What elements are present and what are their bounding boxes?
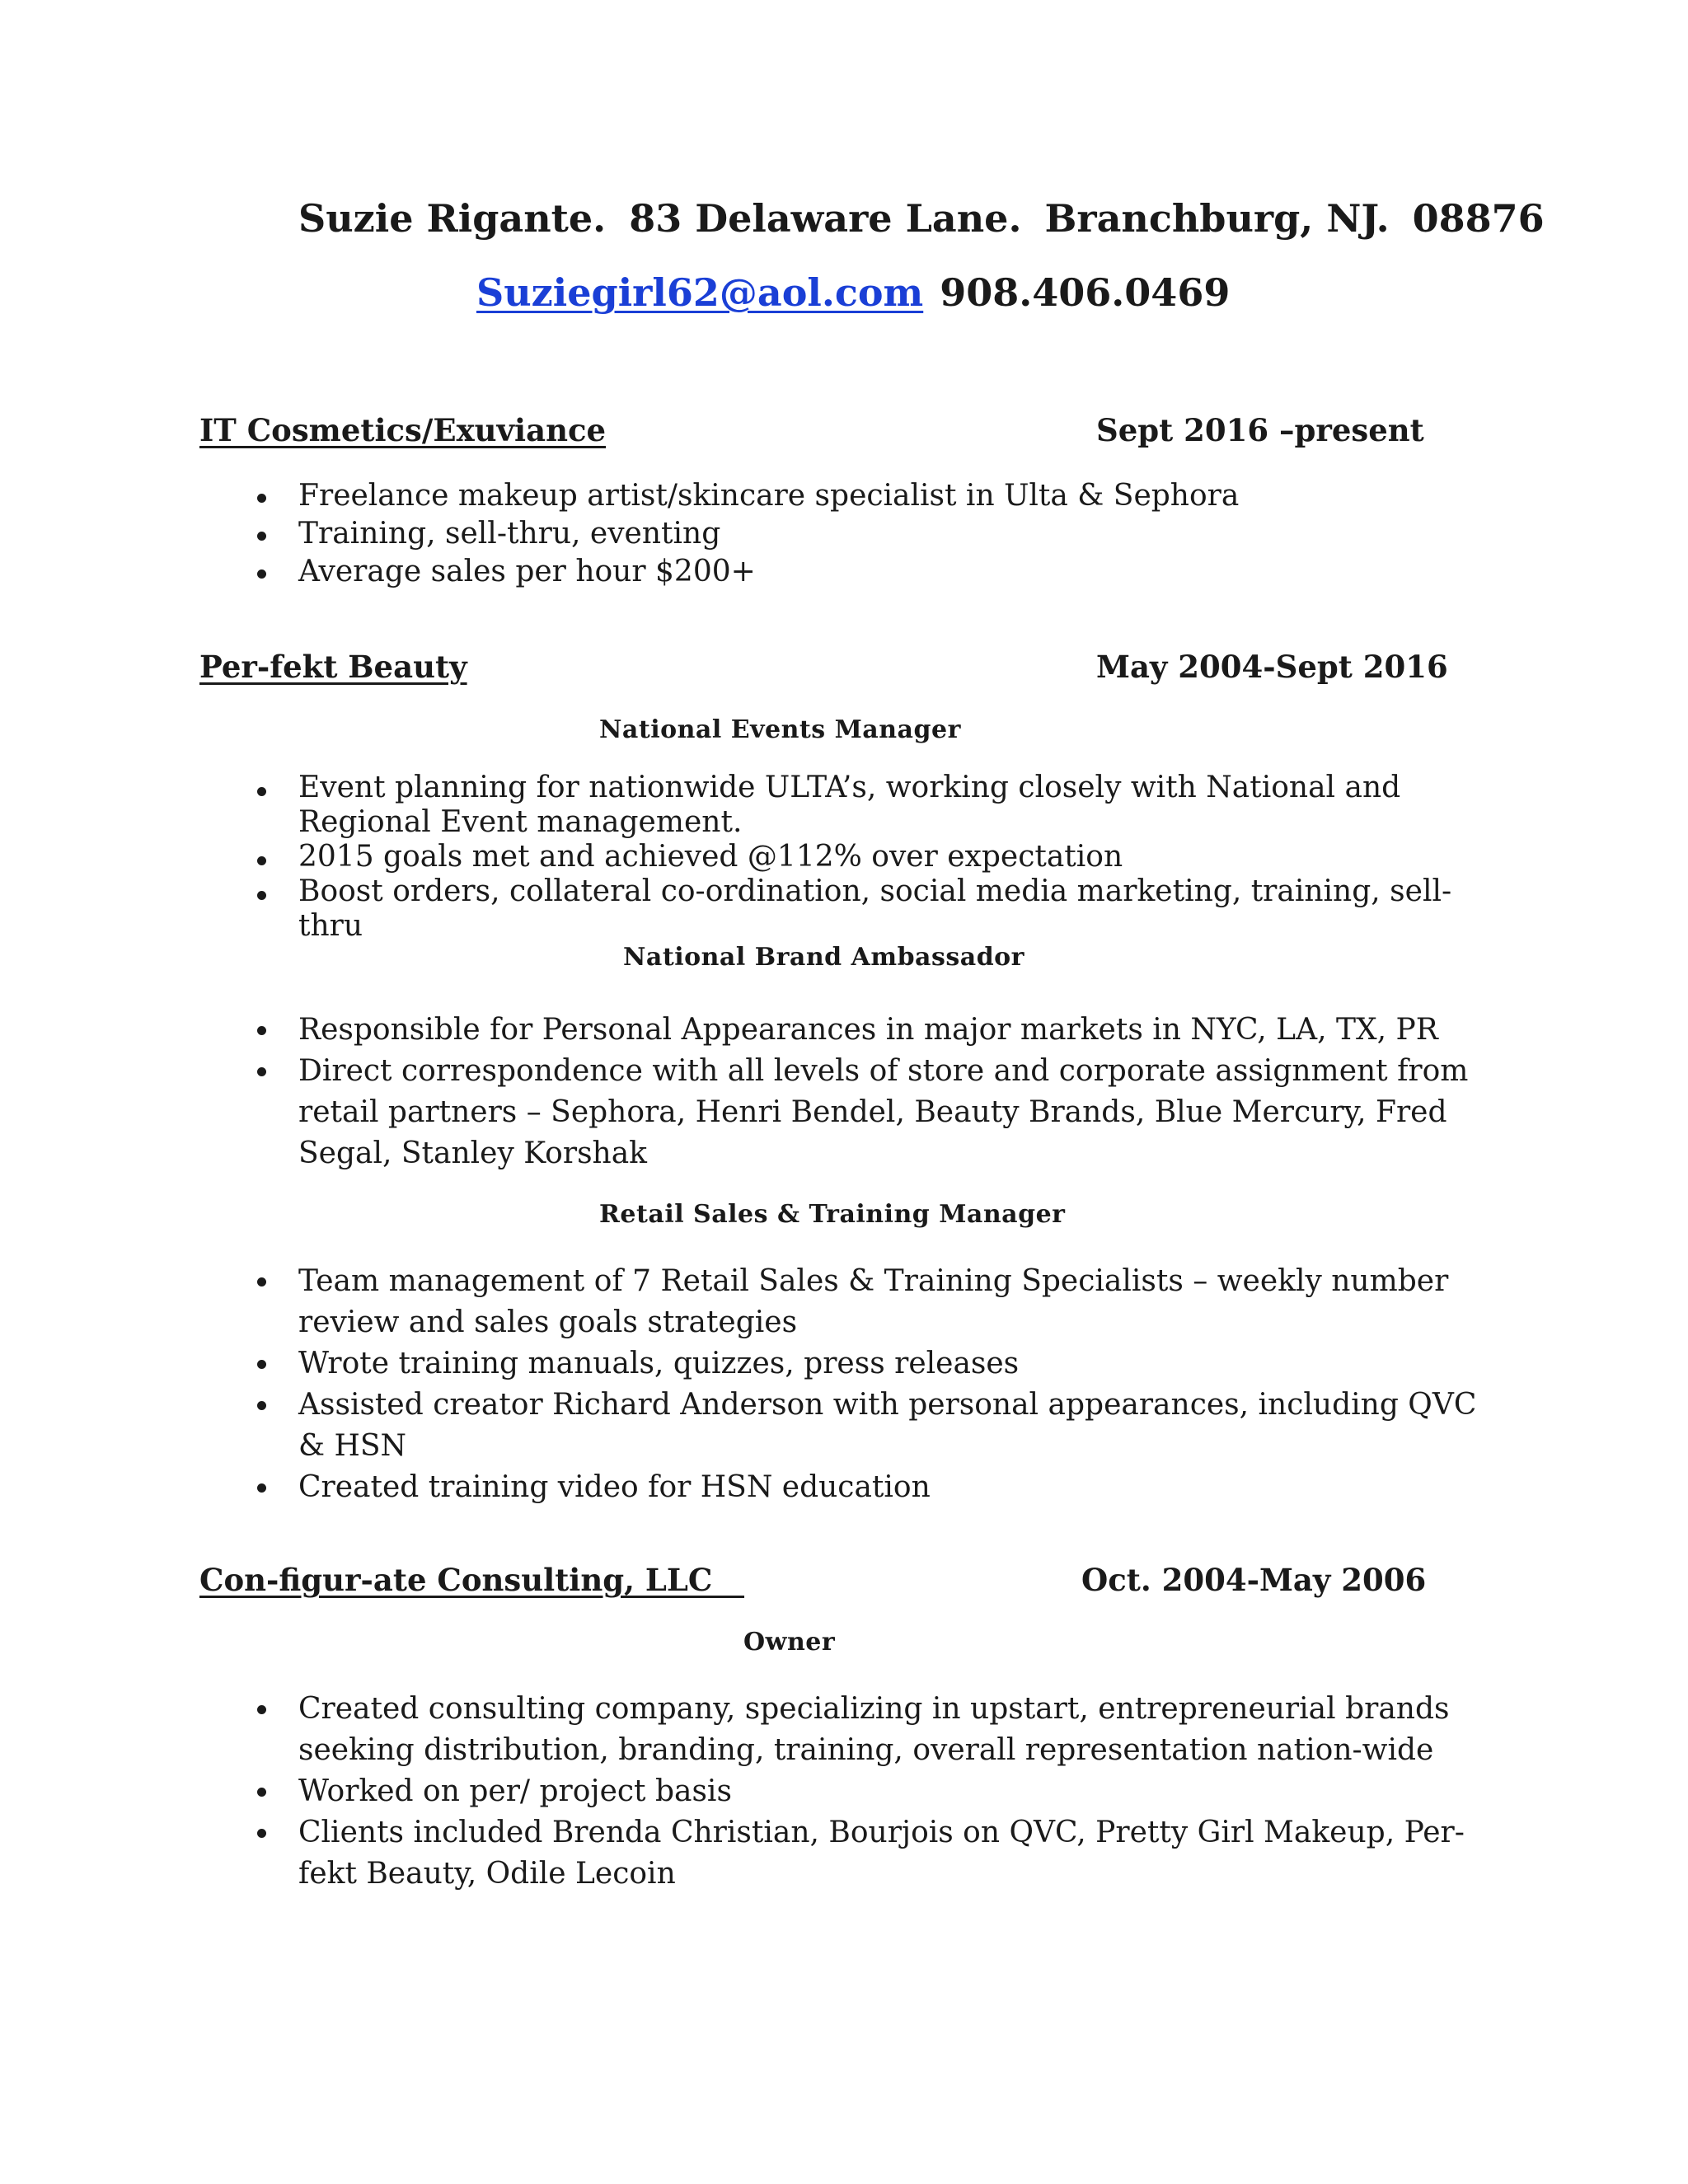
contact-header (298, 196, 1568, 241)
list-item: Worked on per/ project basis (298, 1771, 1493, 1812)
list-item: Created training video for HSN education (298, 1467, 1493, 1508)
phone-number: 908.406.0469 (940, 270, 1231, 315)
list-item: Wrote training manuals, quizzes, press releases (298, 1343, 1493, 1385)
list-item: Clients included Brenda Christian, Bourjois on QVC, Pretty Girl Makeup, Per-fekt Beauty, Odile Lecoin (298, 1812, 1493, 1895)
bullet-list (298, 1261, 1493, 1508)
list-item: Freelance makeup artist/skincare specialist in Ulta & Sephora (298, 477, 1493, 515)
company-name: IT Cosmetics/Exuviance (199, 412, 607, 448)
list-item: Training, sell-thru, eventing (298, 515, 1493, 553)
contact-line (476, 270, 1230, 315)
street-address: 83 Delaware Lane. (629, 196, 1022, 241)
list-item: Average sales per hour $200+ (298, 553, 1493, 591)
bullet-list (298, 1689, 1493, 1895)
job-dates: Sept 2016 –present (1096, 412, 1424, 448)
full-name: Suzie Rigante. (298, 196, 607, 241)
email-link[interactable]: Suziegirl62@aol.com (476, 270, 924, 315)
company-name: Per-fekt Beauty (199, 649, 467, 685)
list-item: 2015 goals met and achieved @112% over expectation (298, 840, 1493, 874)
role-title: Owner (743, 1628, 836, 1657)
bullet-list (298, 771, 1493, 944)
company-name: Con-figur-ate Consulting, LLC (199, 1562, 745, 1598)
list-item: Responsible for Personal Appearances in major markets in NYC, LA, TX, PR (298, 1010, 1493, 1051)
list-item: Assisted creator Richard Anderson with personal appearances, including QVC & HSN (298, 1385, 1493, 1467)
city-state: Branchburg, NJ. (1044, 196, 1390, 241)
list-item: Created consulting company, specializing in upstart, entrepreneurial brands seeking distribution, branding, training, overall representation nation-wide (298, 1689, 1493, 1771)
role-title: Retail Sales & Training Manager (599, 1200, 1066, 1229)
bullet-list (298, 477, 1493, 591)
list-item: Direct correspondence with all levels of store and corporate assignment from retail partners – Sephora, Henri Bendel, Beauty Brands, Blue Mercury, Fred Segal, Stanley Korshak (298, 1051, 1493, 1174)
bullet-list (298, 1010, 1493, 1174)
list-item: Boost orders, collateral co-ordination, social media marketing, training, sell-thru (298, 874, 1493, 944)
role-title: National Brand Ambassador (623, 943, 1025, 972)
job-dates: May 2004-Sept 2016 (1096, 649, 1448, 685)
job-dates: Oct. 2004-May 2006 (1081, 1562, 1427, 1598)
list-item: Event planning for nationwide ULTA’s, working closely with National and Regional Event management. (298, 771, 1493, 840)
zip-code: 08876 (1412, 196, 1545, 241)
list-item: Team management of 7 Retail Sales & Training Specialists – weekly number review and sales goals strategies (298, 1261, 1493, 1343)
role-title: National Events Manager (599, 715, 961, 744)
